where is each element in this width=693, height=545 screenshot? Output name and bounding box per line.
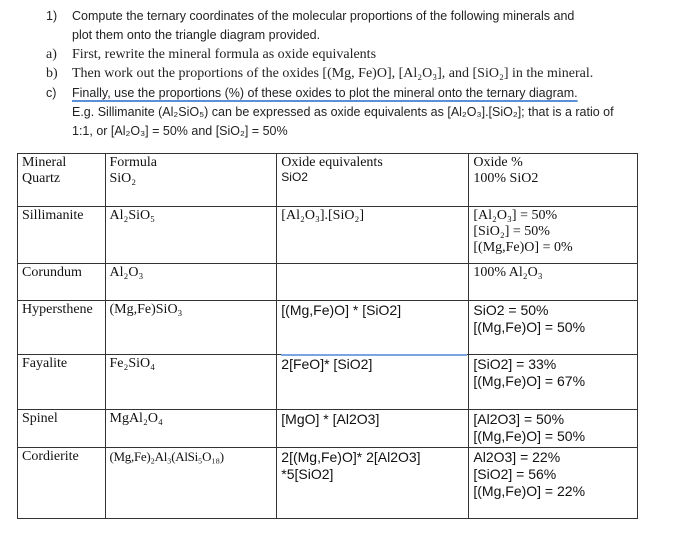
table-cell-mineral	[18, 301, 106, 355]
question-number: c)	[46, 86, 57, 100]
table-cell-mineral	[18, 410, 106, 448]
table-cell-oxide-percent	[469, 264, 638, 301]
table-cell-oxide-equivalents	[277, 410, 469, 448]
oxide-percent: [Al2O3] = 50%	[473, 411, 565, 427]
header-formula: Formula	[109, 155, 157, 170]
table-cell-oxide-equivalents	[277, 154, 469, 207]
oxide-percent: 100% Al₂O₃	[473, 265, 543, 280]
question-number: b)	[46, 66, 58, 81]
oxide-percent: [SiO2] = 33%	[473, 356, 557, 372]
mineral-formula: SiO₂	[109, 171, 137, 186]
mineral-name: Fayalite	[22, 356, 68, 371]
minerals-table	[17, 153, 638, 519]
question-line: E.g. Sillimanite (Al₂SiO₅) can be expressed as oxide equivalents as [Al₂O₃].[SiO₂]; that is a ratio of	[72, 105, 614, 119]
table-row	[18, 301, 638, 355]
table-row	[18, 154, 638, 207]
mineral-name: Sillimanite	[22, 208, 84, 223]
table-row	[18, 355, 638, 410]
question-line: 1:1, or [Al₂O₃] = 50% and [SiO₂] = 50%	[72, 124, 288, 138]
table-cell-mineral	[18, 355, 106, 410]
oxide-equivalent: [Al₂O₃].[SiO₂]	[281, 208, 364, 223]
oxide-percent: SiO2 = 50%	[473, 302, 549, 318]
table-cell-oxide-percent	[469, 207, 638, 264]
oxide-percent: [Al₂O₃] = 50%	[473, 208, 558, 223]
question-number: 1)	[46, 9, 58, 23]
table-cell-oxide-percent	[469, 448, 638, 519]
mineral-formula: (Mg,Fe)SiO₃	[109, 302, 183, 317]
table-row	[18, 207, 638, 264]
table-cell-formula	[105, 154, 277, 207]
oxide-percent: [(Mg,Fe)O] = 50%	[473, 319, 586, 335]
oxide-percent: Al2O3] = 22%	[473, 449, 561, 465]
table-cell-oxide-percent	[469, 301, 638, 355]
oxide-percent: [(Mg,Fe)O] = 67%	[473, 373, 586, 389]
mineral-formula: Al₂SiO₅	[109, 208, 156, 223]
text-selection-line	[281, 354, 467, 356]
table-cell-oxide-equivalents	[277, 355, 469, 410]
oxide-equivalent: [MgO] * [Al2O3]	[281, 411, 380, 427]
mineral-name: Spinel	[22, 411, 58, 426]
oxide-equivalent: [(Mg,Fe)O] * [SiO2]	[281, 302, 402, 318]
oxide-equivalent: 2[(Mg,Fe)O]* 2[Al2O3]	[281, 449, 421, 465]
table-cell-oxide-equivalents	[277, 448, 469, 519]
table-cell-formula	[105, 207, 277, 264]
table-cell-oxide-equivalents	[277, 207, 469, 264]
mineral-formula: (Mg,Fe)₂Al₃(AlSi₅O₁₈)	[109, 449, 224, 464]
table-row	[18, 264, 638, 301]
header-mineral: Mineral	[22, 155, 67, 170]
oxide-percent: [(Mg,Fe)O] = 22%	[473, 483, 586, 499]
table-cell-mineral	[18, 207, 106, 264]
table-row	[18, 448, 638, 519]
table-cell-formula	[105, 264, 277, 301]
mineral-name: Cordierite	[22, 449, 79, 464]
table-cell-oxide-percent	[469, 154, 638, 207]
oxide-percent: [(Mg,Fe)O] = 50%	[473, 428, 586, 444]
question-number: a)	[46, 47, 57, 62]
table-cell-formula	[105, 448, 277, 519]
oxide-percent: [SiO₂] = 50%	[473, 224, 550, 239]
table-cell-mineral	[18, 264, 106, 301]
table-cell-oxide-equivalents	[277, 301, 469, 355]
header-oxide-percent: Oxide %	[473, 155, 523, 170]
table-cell-oxide-percent	[469, 410, 638, 448]
oxide-percent: 100% SiO2	[473, 171, 539, 186]
mineral-formula: Al₂O₃	[109, 265, 144, 280]
table-cell-oxide-equivalents	[277, 264, 469, 301]
oxide-equivalent: *5[SiO2]	[281, 466, 334, 482]
table-cell-formula	[105, 410, 277, 448]
question-line: Finally, use the proportions (%) of these oxides to plot the mineral onto the ternary diagram.	[72, 86, 578, 100]
oxide-equivalent: SiO2	[281, 170, 308, 184]
table-cell-oxide-percent	[469, 355, 638, 410]
table-cell-mineral	[18, 448, 106, 519]
oxide-percent: [(Mg,Fe)O] = 0%	[473, 240, 573, 255]
question-line: Then work out the proportions of the oxides [(Mg, Fe)O], [Al₂O₃], and [SiO₂] in the mineral.	[72, 66, 594, 81]
header-oxide-equivalents: Oxide equivalents	[281, 155, 383, 170]
mineral-formula: MgAl₂O₄	[109, 411, 163, 426]
table-cell-mineral	[18, 154, 106, 207]
oxide-equivalent: 2[FeO]* [SiO2]	[281, 356, 373, 372]
table-cell-formula	[105, 355, 277, 410]
mineral-name: Hypersthene	[22, 302, 93, 317]
mineral-formula: Fe₂SiO₄	[109, 356, 156, 371]
mineral-name: Quartz	[22, 171, 61, 186]
question-line: First, rewrite the mineral formula as oxide equivalents	[72, 47, 377, 62]
question-line: plot them onto the triangle diagram provided.	[72, 28, 321, 42]
oxide-percent: [SiO2] = 56%	[473, 466, 557, 482]
mineral-name: Corundum	[22, 265, 82, 280]
table-row	[18, 410, 638, 448]
question-line: Compute the ternary coordinates of the molecular proportions of the following minerals and	[72, 9, 575, 23]
table-cell-formula	[105, 301, 277, 355]
